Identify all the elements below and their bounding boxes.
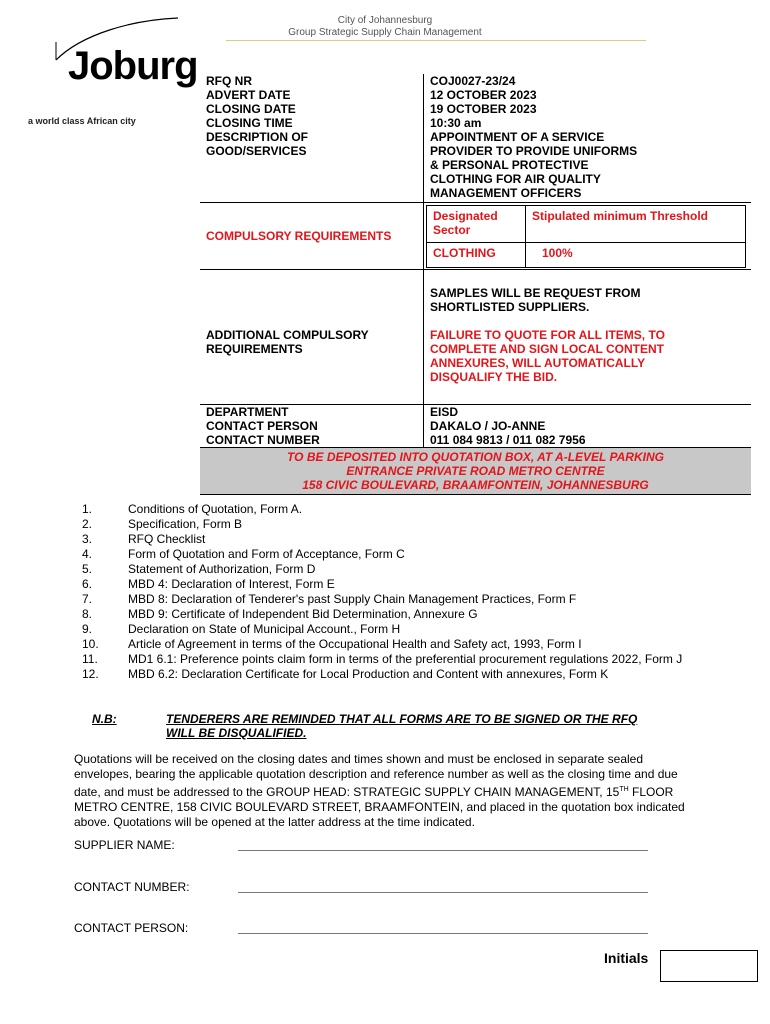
contact-number-field-label: CONTACT NUMBER: [74, 880, 190, 894]
deposit-line-1: TO BE DEPOSITED INTO QUOTATION BOX, AT A-LEVEL PARKING [287, 450, 664, 464]
list-item-text: Statement of Authorization, Form D [128, 562, 316, 576]
contact-person-field-label: CONTACT PERSON: [74, 921, 189, 935]
instructions-text-2: FLOOR METRO CENTRE, 158 CIVIC BOULEVARD STREET, BRAAMFONTEIN, and placed in the quotation box indicated above. Quotations will be opened at the latter address at the time indicated. [74, 785, 685, 829]
list-item [82, 592, 742, 607]
initials-box[interactable] [660, 950, 758, 982]
failure-note: FAILURE TO QUOTE FOR ALL ITEMS, TO COMPLETE AND SIGN LOCAL CONTENT ANNEXURES, WILL AUTOMATICALLY DISQUALIFY THE BID. [430, 328, 665, 384]
list-item [82, 622, 742, 637]
compulsory-requirements-label [200, 203, 424, 270]
contact-number-label: CONTACT NUMBER [200, 433, 424, 448]
closing-time-value: 10:30 am [430, 116, 482, 130]
list-item-number: 4. [82, 547, 93, 561]
deposit-instructions-row [200, 448, 751, 495]
list-item-number: 3. [82, 532, 93, 546]
table-row [200, 102, 751, 116]
logo-tagline: a world class African city [28, 116, 136, 126]
contact-number-value: 011 084 9813 / 011 082 7956 [430, 433, 586, 447]
list-item-number: 9. [82, 622, 93, 636]
list-item-number: 2. [82, 517, 93, 531]
table-row [200, 88, 751, 102]
department-label: DEPARTMENT [200, 405, 424, 420]
advert-date-value: 12 OCTOBER 2023 [430, 88, 537, 102]
joburg-logo: Joburg [68, 44, 198, 88]
closing-time-label: CLOSING TIME [200, 116, 424, 130]
closing-date-value: 19 OCTOBER 2023 [430, 102, 537, 116]
rfq-nr-value: COJ0027-23/24 [430, 74, 516, 88]
list-item [82, 502, 742, 517]
closing-date-label: CLOSING DATE [200, 102, 424, 116]
list-item-number: 5. [82, 562, 93, 576]
list-item-number: 11. [82, 652, 98, 666]
table-row [200, 419, 751, 433]
list-item-number: 8. [82, 607, 93, 621]
contact-person-label: CONTACT PERSON [200, 419, 424, 433]
list-item-text: Article of Agreement in terms of the Occupational Health and Safety act, 1993, Form I [128, 637, 582, 651]
table-row [200, 203, 751, 270]
nb-label: N.B: [92, 712, 117, 726]
threshold-header: Stipulated minimum Threshold [526, 206, 746, 243]
contact-person-field[interactable] [238, 933, 648, 934]
list-item-number: 10. [82, 637, 99, 651]
compulsory-label-text: COMPULSORY REQUIREMENTS [206, 229, 392, 243]
description-value: APPOINTMENT OF A SERVICE PROVIDER TO PROVIDE UNIFORMS & PERSONAL PROTECTIVE CLOTHING FOR AIR QUALITY MANAGEMENT OFFICERS [430, 130, 638, 200]
advert-date-label: ADVERT DATE [200, 88, 424, 102]
threshold-table [426, 205, 746, 268]
additional-requirements-cell [424, 270, 752, 405]
list-item-text: MBD 8: Declaration of Tenderer's past Supply Chain Management Practices, Form F [128, 592, 577, 606]
required-documents-list [82, 502, 742, 682]
contact-person-value: DAKALO / JO-ANNE [430, 419, 546, 433]
list-item-number: 12. [82, 667, 99, 681]
sector-value: CLOTHING [427, 243, 526, 268]
supplier-name-field[interactable] [238, 850, 648, 851]
rfq-nr-label: RFQ NR [200, 74, 424, 88]
list-item [82, 517, 742, 532]
list-item [82, 667, 742, 682]
list-item [82, 532, 742, 547]
department-value: EISD [424, 405, 752, 420]
instructions-text-1: Quotations will be received on the closing dates and times shown and must be enclosed in separate sealed envelopes, bearing the applicable quotation description and reference number as well as the closing time and due date, and must be addressed to the GROUP HEAD: STRATEGIC SUPPLY CHAIN MANAGEMENT, 15 [74, 752, 678, 799]
rfq-details-table [200, 74, 751, 495]
initials-label: Initials [604, 950, 649, 966]
list-item-number: 7. [82, 592, 93, 606]
threshold-value: 100% [526, 243, 746, 268]
samples-note: SAMPLES WILL BE REQUEST FROM SHORTLISTED SUPPLIERS. [430, 286, 641, 314]
list-item-text: RFQ Checklist [128, 532, 206, 546]
header-divider [226, 40, 646, 41]
compulsory-requirements-cell [424, 203, 752, 270]
table-row [427, 206, 746, 243]
list-item [82, 547, 742, 562]
list-item [82, 577, 742, 592]
designated-sector-header: Designated Sector [427, 206, 526, 243]
supplier-name-label: SUPPLIER NAME: [74, 838, 175, 852]
instructions-sup: TH [619, 786, 629, 793]
table-row [200, 270, 751, 405]
table-row [200, 74, 751, 88]
list-item-number: 1. [82, 502, 93, 516]
list-item-text: MD1 6.1: Preference points claim form in terms of the preferential procurement regulations 2022, Form J [128, 652, 683, 666]
table-row [200, 433, 751, 448]
deposit-line-3: 158 CIVIC BOULEVARD, BRAAMFONTEIN, JOHANNESBURG [302, 478, 649, 492]
list-item-text: MBD 6.2: Declaration Certificate for Local Production and Content with annexures, Form K [128, 667, 609, 681]
table-row [200, 130, 751, 203]
contact-number-field[interactable] [238, 892, 648, 893]
list-item-text: MBD 9: Certificate of Independent Bid Determination, Annexure G [128, 607, 478, 621]
deposit-instructions [200, 448, 751, 495]
list-item-text: Declaration on State of Municipal Account., Form H [128, 622, 401, 636]
submission-instructions [74, 752, 704, 830]
list-item-number: 6. [82, 577, 93, 591]
list-item [82, 562, 742, 577]
header-dept: Group Strategic Supply Chain Management [288, 27, 482, 38]
list-item [82, 652, 742, 667]
list-item-text: Form of Quotation and Form of Acceptance, Form C [128, 547, 405, 561]
list-item-text: Conditions of Quotation, Form A. [128, 502, 303, 516]
list-item-text: MBD 4: Declaration of Interest, Form E [128, 577, 335, 591]
description-label [200, 130, 424, 203]
table-row [200, 116, 751, 130]
description-label-line-1: DESCRIPTION OF [206, 130, 309, 144]
table-row [427, 243, 746, 268]
list-item [82, 607, 742, 622]
additional-requirements-label: ADDITIONAL COMPULSORY REQUIREMENTS [200, 270, 424, 405]
table-row [200, 405, 751, 420]
list-item-text: Specification, Form B [128, 517, 243, 531]
description-label-line-2: GOOD/SERVICES [206, 144, 307, 158]
nb-text: TENDERERS ARE REMINDED THAT ALL FORMS ARE TO BE SIGNED OR THE RFQ WILL BE DISQUALIFIED. [166, 712, 638, 740]
header-org: City of Johannesburg [337, 15, 433, 26]
list-item [82, 637, 742, 652]
deposit-line-2: ENTRANCE PRIVATE ROAD METRO CENTRE [346, 464, 605, 478]
